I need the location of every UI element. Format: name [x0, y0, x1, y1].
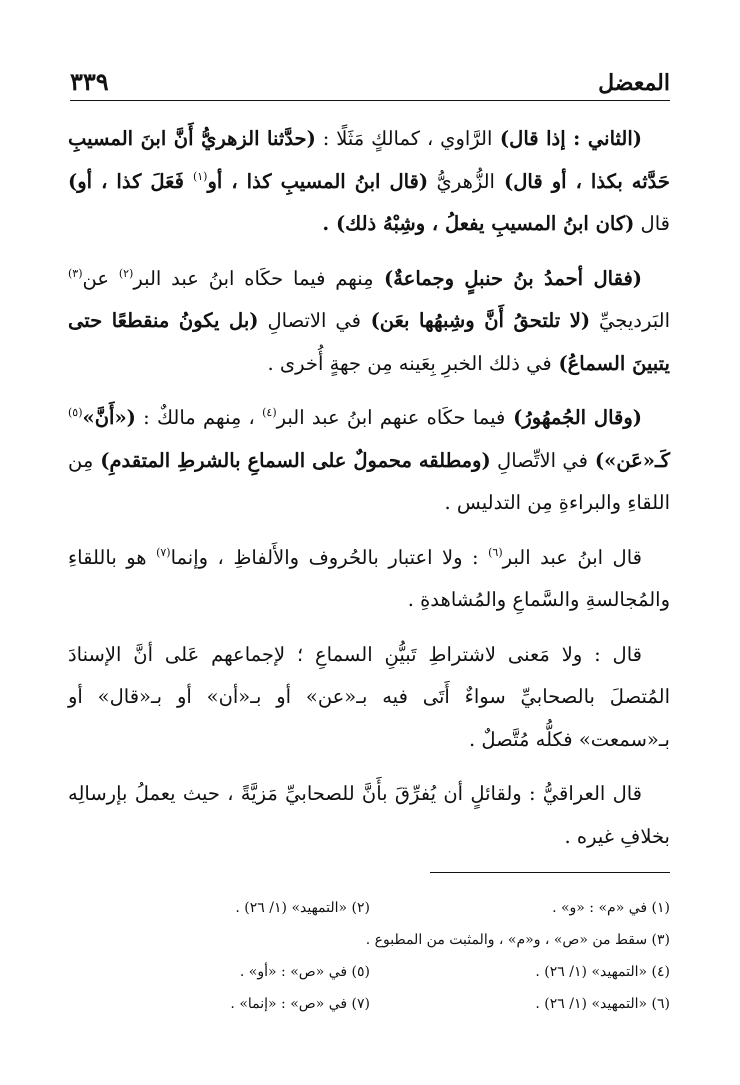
text-segment: : ولا اعتبار بالحُروف والأَلفاظِ ، وإنما — [170, 545, 489, 569]
text-segment: مِن اللقاءِ والبراءةِ مِن التدليس . — [68, 448, 670, 514]
bold-text-segment: فَعَلَ كذا ، أو) — [68, 169, 193, 193]
footnote-marker: (٣) — [68, 266, 83, 280]
bold-text-segment: (وقال الجُمهُورُ) — [505, 406, 643, 429]
text-segment: في الاتصالِ — [258, 309, 361, 332]
paragraph — [68, 773, 670, 858]
text-segment: الرَّاوي ، كمالكٍ مَثَلًا : — [315, 127, 493, 150]
text-segment: قال : ولا مَعنى لاشتراطِ تَبيُّنِ السماعِ ؛ لإجماعهم عَلى أنَّ الإسنادَ المُتصلَ بالصحابيِّ سواءٌ أَتَى فيه بـ«عن» أو بـ«أن» أو بـ«قال» أو بـ«سمعت» فكلُّه مُتَّصلٌ . — [68, 642, 670, 751]
footnote-marker: (٧) — [156, 545, 171, 559]
text-segment: الزُّهريُّ — [428, 169, 495, 193]
text-segment: فيما حكَاه عنهم ابنُ عبد البر — [276, 406, 506, 429]
footnote-row — [70, 988, 670, 1020]
footnote-marker: (٢) — [118, 266, 134, 280]
footnote: (٢) «التمهيد» (١/ ٢٦) . — [235, 900, 370, 916]
footnote: (٥) في «ص» : «أو» . — [239, 964, 370, 980]
running-header — [70, 52, 670, 101]
text-segment: قال — [634, 212, 670, 235]
footnote-row — [70, 924, 670, 956]
text-segment: مِنهم فيما حكَاه ابنُ عبد البر — [133, 266, 374, 290]
bold-text-segment: كَـ«عَن») — [587, 448, 670, 472]
footnotes — [70, 892, 670, 1020]
text-segment: هو باللقاءِ والمُجالسةِ والسَّماعِ والمُشاهدةِ . — [68, 545, 670, 611]
chapter-title: المعضل — [598, 70, 670, 96]
footnote-marker: (٥) — [68, 406, 83, 419]
text-segment: في ذلك الخبرِ بِعَينه مِن جهةٍ أُخرى . — [267, 351, 552, 375]
footnote-marker: (٤) — [262, 406, 277, 419]
footnote-row — [70, 956, 670, 988]
bold-text-segment: (بل يكونُ منقطعًا حتى يتبينَ السماعُ) — [68, 309, 670, 375]
paragraph — [68, 397, 670, 525]
bold-text-segment: (فقال أحمدُ بنُ حنبلٍ وجماعةٌ) — [373, 266, 643, 290]
footnote: (٤) «التمهيد» (١/ ٢٦) . — [535, 964, 670, 980]
footnote-row — [70, 892, 670, 924]
page-number: ٣٣٩ — [70, 67, 109, 96]
bold-text-segment: (كان ابنُ المسيبِ يفعلُ ، وشِبْهُ ذلك) . — [322, 212, 635, 235]
footnote: (٧) في «ص» : «إنما» . — [230, 996, 370, 1012]
bold-text-segment: (الثاني : إذا قال) — [492, 127, 642, 150]
main-text — [68, 118, 670, 870]
footnote-marker: (٦) — [488, 545, 503, 559]
bold-text-segment: (ومطلقه محمولٌ على السماعِ بالشرطِ المتقدمِ) — [93, 448, 491, 472]
paragraph — [68, 258, 670, 386]
paragraph — [68, 118, 670, 246]
footnote-marker: (١) — [192, 169, 208, 183]
footnote: (٣) سقط من «ص» ، و«م» ، والمثبت من المطبوع . — [365, 932, 670, 948]
footnote: (١) في «م» : «و» . — [552, 900, 670, 916]
footnote-divider — [430, 872, 670, 873]
text-segment: البَرديجيِّ — [590, 309, 670, 332]
text-segment: ، مِنهم مالكٌ : — [135, 406, 263, 429]
bold-text-segment: (لا تلتحقُ أَنَّ وشِبهُها بعَن) — [361, 309, 591, 332]
text-segment: قال ابنُ عبد البر — [502, 545, 642, 569]
footnote: (٦) «التمهيد» (١/ ٢٦) . — [535, 996, 670, 1012]
paragraph — [68, 537, 670, 622]
bold-text-segment: (قال ابنُ المسيبِ كذا ، أو — [207, 169, 429, 193]
text-segment: في الاتِّصالِ — [490, 448, 588, 472]
text-segment: عن — [82, 266, 119, 290]
text-segment: قال العراقيُّ : ولقائلٍ أن يُفرِّقَ بأَنَّ للصحابيِّ مَزيَّةً ، حيث يعملُ بإرسالِه بخلافِ غيره . — [68, 782, 670, 848]
bold-text-segment: (حدَّثنا الزهريُّ أَنَّ ابنَ المسيبِ حَدَّثه بكذا ، أو قال) — [68, 127, 670, 193]
paragraph — [68, 634, 670, 762]
bold-text-segment: («أَنَّ» — [82, 406, 136, 429]
